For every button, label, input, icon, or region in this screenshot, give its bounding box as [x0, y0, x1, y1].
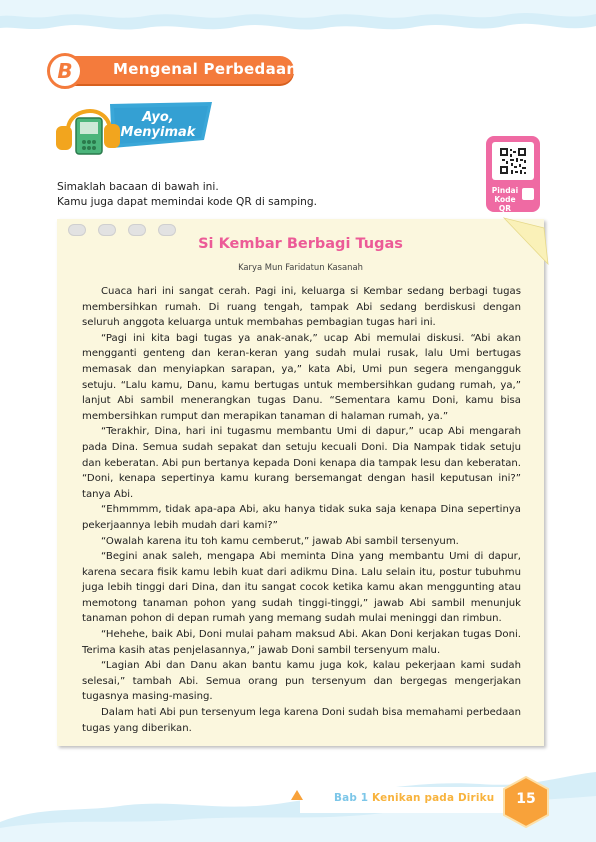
binder-hole	[98, 224, 116, 236]
section-title: Mengenal Perbedaan	[113, 60, 298, 78]
phone-icon	[522, 188, 534, 200]
story-paragraph: Dalam hati Abi pun tersenyum lega karena Doni sudah bisa memahami perbedaan tugas yang diberikan.	[82, 707, 521, 734]
qr-code-card[interactable]	[486, 136, 540, 212]
story-paragraph: “Hehehe, baik Abi, Doni mulai paham maksud Abi. Akan Doni kerjakan tugas Doni. Terima kasih atas penjelasannya,” jawab Doni sambil tersenyum malu.	[82, 629, 521, 656]
story-paragraph: “Lagian Abi dan Danu akan bantu kamu juga kok, kalau pekerjaan kami sudah selesai,” tambah Abi. Semua orang pun tersenyum dan bergegas mengerjakan tugasnya masing-masing.	[82, 660, 521, 703]
story-paragraph: “Pagi ini kita bagi tugas ya anak-anak,” ucap Abi memulai diskusi. “Abi akan mengganti genteng dan keran-keran yang sudah mulai rusak, lalu Umi bertugas memasak dan menyiapkan sarapan, ya,” kata Abi, Umi pun segera mengangguk setuju. “Lalu kamu, Danu, kamu bertugas untuk membersihkan gudang rumah, ya,” lanjut Abi sambil menerangkan tugas Danu. “Sementara kamu Doni, kamu bisa membersihkan rumput dan merapikan tanaman di halaman rumah, ya.”	[82, 332, 521, 422]
listening-badge-label	[118, 110, 198, 140]
badge-line-1: Ayo,	[142, 110, 174, 125]
qr-label	[489, 186, 521, 213]
binder-hole	[158, 224, 176, 236]
binder-hole	[128, 224, 146, 236]
chapter-title: Kenikan pada Diriku	[372, 792, 495, 804]
badge-line-2: Menyimak	[120, 125, 196, 140]
chapter-number: Bab 1	[334, 792, 369, 804]
story-paragraph: “Ehmmmm, tidak apa-apa Abi, aku hanya tidak suka saja kenapa Dina sepertinya pekerjaannya lebih mudah dari kami?”	[82, 504, 521, 531]
qr-code-icon[interactable]	[492, 142, 534, 180]
qr-label-line-1: Pindai	[491, 186, 519, 195]
intro-line-1: Simaklah bacaan di bawah ini.	[57, 181, 219, 193]
story-paragraph: “Begini anak saleh, mengapa Abi meminta Dina yang membantu Umi di dapur, karena secara fisik kamu lebih kuat dari adikmu Dina. Lalu selain itu, postur tubuhmu juga lebih tinggi dari Dina, dan itu sangat cocok ketika kamu akan menggunting atau memotong tanaman pohon yang sudah tinggi-tinggi,” jawab Abi sambil menunjuk tanaman pohon di depan rumah yang memang sudah mulai meninggi dan rimbun.	[82, 551, 521, 625]
story-paragraph: “Owalah karena itu toh kamu cemberut,” jawab Abi sambil tersenyum.	[101, 535, 459, 547]
story-author: Karya Mun Faridatun Kasanah	[238, 262, 363, 272]
page-number: 15	[516, 791, 536, 807]
qr-label-line-2: Kode QR	[494, 195, 516, 213]
intro-line-2: Kamu juga dapat memindai kode QR di samping.	[57, 196, 317, 208]
intro-instructions	[57, 180, 477, 210]
story-paragraph: “Terakhir, Dina, hari ini tugasmu membantu Umi di dapur,” ucap Abi mengarah pada Dina. Semua sudah sepakat dan setuju kecuali Doni. Dia Nampak tidak setuju dan keberatan. Abi pun bertanya kepada Doni kenapa dia tampak lesu dan keberatan. “Doni, kenapa sepertinya kamu kurang bersemangat dengan hasil keputusan ini?” tanya Abi.	[82, 426, 521, 500]
story-title: Si Kembar Berbagi Tugas	[198, 236, 403, 252]
section-letter-badge: B	[47, 53, 83, 89]
binder-hole	[68, 224, 86, 236]
story-paragraph: Cuaca hari ini sangat cerah. Pagi ini, keluarga si Kembar sedang berbagi tugas membersihkan rumah. Di ruang tengah, tampak Abi sedang berdiskusi dengan seluruh anggota keluarga untuk membahas pembagian tugas hari ini.	[82, 286, 521, 329]
top-cloud-decoration	[0, 0, 596, 40]
footer-chapter-label	[334, 792, 494, 804]
triangle-icon	[291, 790, 303, 800]
story-body	[82, 284, 521, 736]
